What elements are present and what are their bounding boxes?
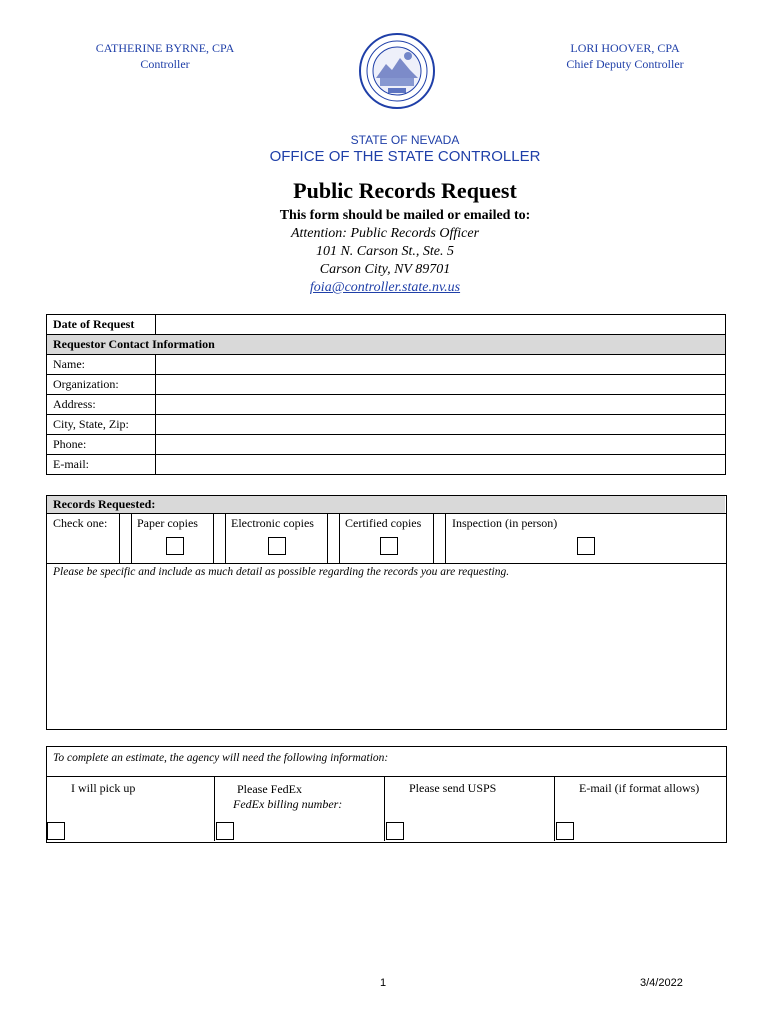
- deputy-name: LORI HOOVER, CPA: [570, 41, 680, 55]
- phone-label: Phone:: [47, 435, 156, 455]
- controller-title: Controller: [140, 57, 190, 71]
- usps-checkbox[interactable]: [386, 822, 404, 840]
- page-number: 1: [380, 977, 387, 989]
- organization-input[interactable]: [156, 375, 726, 395]
- pickup-label: I will pick up: [71, 781, 136, 795]
- address-input[interactable]: [156, 395, 726, 415]
- certified-copies-label: Certified copies: [345, 516, 422, 530]
- records-instructions: Please be specific and include as much detail as possible regarding the records you are requesting.: [53, 566, 510, 578]
- email-label: E-mail:: [47, 455, 156, 475]
- usps-label: Please send USPS: [409, 781, 497, 795]
- fedex-billing-note: FedEx billing number:: [233, 797, 343, 811]
- name-input[interactable]: [156, 355, 726, 375]
- records-description-input[interactable]: [50, 582, 722, 724]
- organization-label: Organization:: [47, 375, 156, 395]
- contact-table: [46, 314, 726, 475]
- address-label: Address:: [47, 395, 156, 415]
- check-one-label: Check one:: [53, 516, 108, 530]
- phone-input[interactable]: [156, 435, 726, 455]
- electronic-copies-checkbox[interactable]: [268, 537, 286, 555]
- pickup-checkbox[interactable]: [47, 822, 65, 840]
- inspection-checkbox[interactable]: [577, 537, 595, 555]
- city-state-zip-label: City, State, Zip:: [47, 415, 156, 435]
- estimate-intro: To complete an estimate, the agency will need the following information:: [53, 752, 389, 764]
- paper-copies-label: Paper copies: [137, 516, 198, 530]
- inspection-label: Inspection (in person): [452, 516, 558, 530]
- controller-name: CATHERINE BYRNE, CPA: [95, 41, 235, 55]
- email-format-label: E-mail (if format allows): [579, 781, 700, 795]
- fedex-label: Please FedEx: [237, 782, 302, 796]
- footer-date: 3/4/2022: [640, 977, 683, 989]
- contact-section-header: Requestor Contact Information: [47, 335, 726, 355]
- city-state-zip-input[interactable]: [156, 415, 726, 435]
- deputy-controller-block: [520, 40, 730, 72]
- office-name: OFFICE OF THE STATE CONTROLLER: [269, 148, 541, 165]
- certified-copies-checkbox[interactable]: [380, 537, 398, 555]
- address-line-3: Carson City, NV 89701: [319, 262, 451, 277]
- address-line-2: 101 N. Carson St., Ste. 5: [315, 244, 455, 259]
- state-name: STATE OF NEVADA: [350, 133, 460, 147]
- controller-block: [60, 40, 270, 72]
- state-seal-icon: [358, 32, 436, 110]
- paper-copies-checkbox[interactable]: [166, 537, 184, 555]
- electronic-copies-label: Electronic copies: [231, 516, 314, 530]
- deputy-title: Chief Deputy Controller: [566, 57, 684, 71]
- name-label: Name:: [47, 355, 156, 375]
- email-format-checkbox[interactable]: [556, 822, 574, 840]
- address-line-1: Attention: Public Records Officer: [290, 226, 480, 241]
- email-input[interactable]: [156, 455, 726, 475]
- email-link[interactable]: foia@controller.state.nv.us: [309, 280, 461, 295]
- date-input[interactable]: [156, 315, 726, 335]
- form-title: Public Records Request: [293, 178, 517, 203]
- mail-instruction: This form should be mailed or emailed to:: [279, 208, 531, 223]
- date-label: Date of Request: [47, 315, 156, 335]
- fedex-checkbox[interactable]: [216, 822, 234, 840]
- records-header: Records Requested:: [47, 496, 725, 513]
